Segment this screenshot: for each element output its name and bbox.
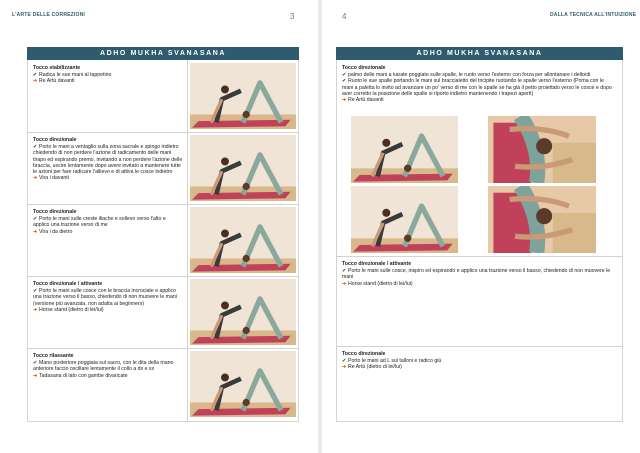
photo-shoulders-closeup [488,116,596,183]
arrow-right-icon: ➜ [342,280,347,287]
row-title: Tocco direzionale / attivante [342,261,412,267]
arrow-item [33,373,183,379]
left-running-head: L'ARTE DELLE CORREZIONI [12,12,86,18]
photo-drawing [190,63,296,129]
item-text: Porto le mani sulle cosce, inspiro ed espirando e applico una trazione verso il basso, chiedendo di non muovere le mani [342,268,611,281]
item-text: Re Artù davanti [348,97,384,104]
item-text: palmo delle mani a karate poggiate sulle spalle, le ruoto verso l'esterno con forza per allontanare i deltoidi [348,72,591,79]
photo-drawing [351,116,458,183]
item-text: Vira i davanti [39,175,69,182]
arrow-right-icon: ➜ [342,97,347,104]
table-row [336,346,622,422]
check-item [342,268,614,280]
checkmark-icon: ✔ [342,358,347,365]
row-title: Tocco stabilizzante [33,65,81,71]
row-text [33,353,183,379]
photo-shoulders-front [351,116,458,183]
check-item [33,288,183,307]
photo-iliac-lift [190,207,296,273]
photo-drawing [488,116,596,183]
left-page [0,0,318,453]
arrow-item [342,281,614,287]
arrow-right-icon: ➜ [33,175,38,182]
checkmark-icon: ✔ [33,360,38,367]
item-text: Mano posteriore poggiata sul sacro, con le dita della mano anteriore faccio oscillare lentamente il collo a dx e sx [33,360,174,373]
item-text: Porto le mani ad L sui talloni e radico giù [348,358,442,365]
row-title: Tocco rilassante [33,353,74,359]
item-text: Vira i da dietro [39,228,73,235]
right-page [322,0,640,453]
item-text: Ruoto le sue spalle portando le mani sul braccialetto del tricipite ruotando le spalle verso l'esterno (Prima con le mani a paletta lo invito ad avanzare un po' verso di me con le spalle se ha già il petto proiettato verso le cosce e dopo aver corretto la posizione delle spalle si riporto indietro mantenendo i trapezi aperti) [342,78,612,97]
row-title: Tocco direzionale / attivante [33,281,103,287]
row-text [33,65,183,85]
check-item [342,78,614,97]
check-item [33,360,183,372]
row-text [33,281,183,313]
item-text: Porto le mani sulle creste iliache e sollevo verso l'alto e applico una trazione verso di me [33,216,166,229]
item-text: Re Artù davanti [39,78,75,85]
check-item [33,216,183,228]
arrow-item [33,229,183,235]
checkmark-icon: ✔ [33,216,38,223]
arrow-right-icon: ➜ [33,78,38,85]
row-text [33,137,183,181]
photo-stabilizing-touch [190,63,296,129]
photo-neck-release [190,351,296,417]
right-running-head: DALLA TECNICA ALL'INTUIZIONE [550,12,637,18]
photo-drawing [351,186,458,253]
checkmark-icon: ✔ [342,72,347,79]
arrow-item [33,307,183,313]
table-row [336,256,622,347]
photo-drawing [190,135,296,201]
row-title: Tocco direzionale [33,137,77,143]
row-title: Tocco direzionale [33,209,77,215]
arrow-item [33,78,183,84]
checkmark-icon: ✔ [342,268,347,275]
item-text: Horse stand (dietro di lei/lui) [348,280,413,287]
row-title: Tocco direzionale [342,351,386,357]
photo-drawing [488,186,596,253]
row-text [342,261,614,287]
checkmark-icon: ✔ [33,288,38,295]
photo-thigh-traction [190,279,296,345]
item-text: Horse stand (dietro di lei/lui) [39,306,104,313]
photo-drawing [190,207,296,273]
item-text: Porto le mani a ventaglio sulla zona sacrale e spingo indietro chiedendo di non perdere l'azione di radicamento delle mani tirapo ed espirando premo, invitando a non perdere l'azione delle braccia, uscire lentamente dopo avere invitato a mantenere tutte le azioni per fare radicare l'allievo e di attiva le cosce indietro [33,144,183,176]
arrow-right-icon: ➜ [33,306,38,313]
photo-hips-traction [351,186,458,253]
item-text: Tadasana di lato con gambe divaricate [39,372,128,379]
arrow-right-icon: ➜ [33,228,38,235]
item-text: Radica le sue mani al tappetino [39,72,112,79]
right-page-number: 4 [342,12,347,21]
row-title: Tocco direzionale [342,65,386,71]
left-page-number: 3 [290,12,295,21]
item-text: Porto le mani sulle cosce con le braccia incrociate e applico una trazione verso il basso, chiedendo di non muovere le mani (versione più avanzata, non adatta ai beginners) [33,288,177,307]
arrow-right-icon: ➜ [342,364,347,371]
arrow-right-icon: ➜ [33,372,38,379]
right-band-title: ADHO MUKHA SVANASANA [336,47,623,60]
photo-drawing [190,351,296,417]
left-band-title: ADHO MUKHA SVANASANA [27,47,299,60]
arrow-item [342,364,614,370]
row-text [342,351,614,371]
arrow-item [342,97,614,103]
photo-sacral-push [190,135,296,201]
checkmark-icon: ✔ [33,144,38,151]
photo-drawing [190,279,296,345]
arrow-item [33,175,183,181]
item-text: Re Artù (dietro di lei/lui) [348,364,402,371]
checkmark-icon: ✔ [342,78,347,85]
row-text [342,65,614,103]
check-item [33,144,183,175]
row-text [33,209,183,235]
photo-arms-closeup [488,186,596,253]
checkmark-icon: ✔ [33,72,38,79]
